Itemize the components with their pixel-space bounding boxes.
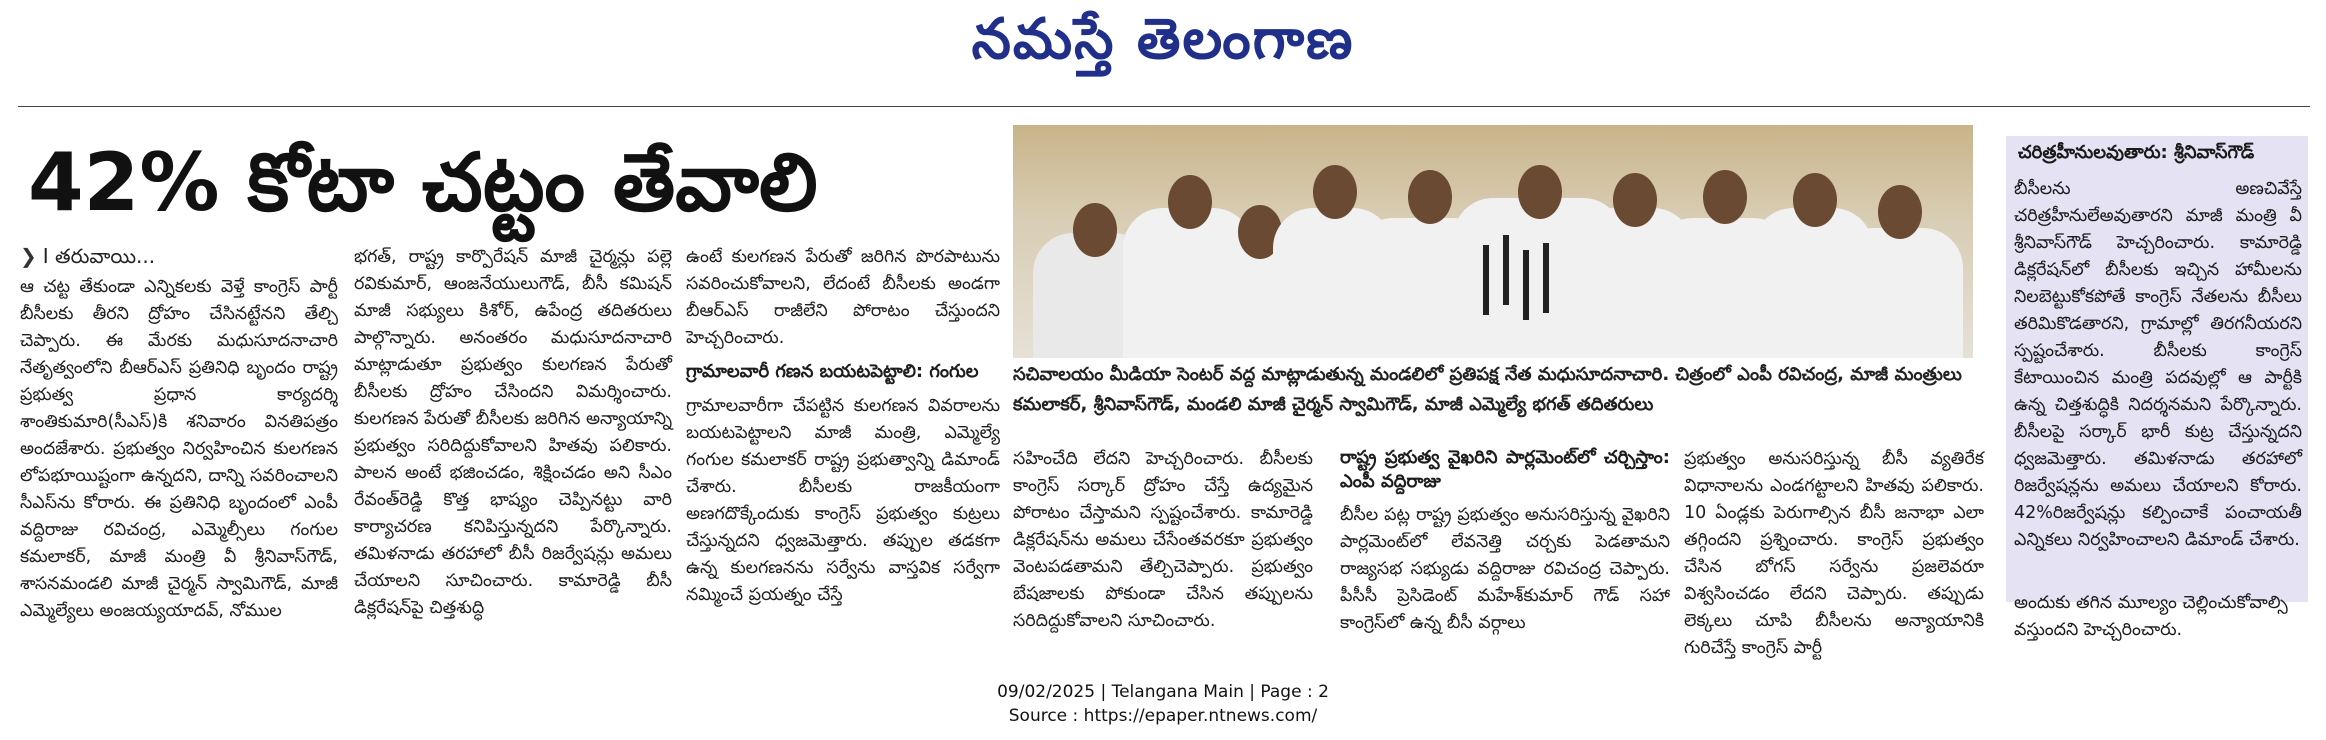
article-column-1: ఆ చట్ట తేకుండా ఎన్నికలకు వెళ్తే కాంగ్రెస్ పార్టీ బీసీలకు తీరని ద్రోహం చేసినట్టేనని తేల్చి చెప్పారు. ఈ మేరకు మధుసూదనాచారి నేతృత్వంలోని బీఆర్ఎస్ ప్రతినిధి బృందం రాష్ట్ర ప్రభుత్వ ప్రధాన కార్యదర్శి శాంతికుమారి(సీఎస్)కి శనివారం వినతిపత్రం అందజేశారు. ప్రభుత్వం నిర్వహించిన కులగణన లోపభూయిష్టంగా ఉన్నదని, దాన్ని సవరించాలని సీఎస్‌ను కోరారు. ఈ ప్రతినిధి బృందంలో ఎంపీ వద్దిరాజు రవిచంద్ర, ఎమ్మెల్సీలు గంగుల కమలాకర్, మాజీ మంత్రి వీ శ్రీనివాస్‌గౌడ్, శాసనమండలి మాజీ చైర్మన్ స్వామిగౌడ్, మాజీ ఎమ్మెల్యేలు అంజయ్యయాదవ్, నోముల [20,277,338,621]
article-column-3 [686,244,1000,609]
footer-source: Source : https://epaper.ntnews.com/ [1008,706,1318,726]
subhead-gangula: గ్రామాలవారీ గణన బయటపెట్టాలి: గంగుల [686,361,979,382]
article-continuation: అందుకు తగిన మూల్యం చెల్లించుకోవాల్సి వస్తుందని హెచ్చరించారు. [2014,593,2288,640]
article-column-4: సహించేది లేదని హెచ్చరించారు. బీసీలకు కాంగ్రెస్ సర్కార్ ద్రోహం చేస్తే ఉద్యమైన పోరాటం చేస్తామని స్పష్టంచేశారు. కామారెడ్డి డిక్లరేషన్‌ను అమలు చేసేంతవరకూ ప్రభుత్వం వెంటపడతామని తేల్చిచెప్పారు. ప్రభుత్వం బేషజాలకు పోకుండా చేసిన తప్పులను సరిదిద్దుకోవాలని సూచించారు. [1013,449,1313,631]
footer-date-page: 09/02/2025 | Telangana Main | Page : 2 [997,682,1329,702]
article-column-5 [1340,446,1670,637]
article-column-2: భగత్, రాష్ట్ర కార్పొరేషన్ మాజీ చైర్మన్లు పల్లె రవికుమార్, ఆంజనేయులుగౌడ్, బీసీ కమిషన్ మాజీ సభ్యులు కిశోర్, ఉపేంద్ర తదితరులు పాల్గొన్నారు. అనంతరం మధుసూదనాచారి మాట్లాడుతూ ప్రభుత్వం కులగణన పేరుతో బీసీలకు ద్రోహం చేసిందని విమర్శించారు. కులగణన పేరుతో బీసీలకు జరిగిన అన్యాయాన్ని ప్రభుత్వం సరిదిద్దుకోవాలని హితవు పలికారు. పాలన అంటే భజించడం, శిక్షించడం అని సీఎం రేవంత్‌రెడ్డి కొత్త భాష్యం చెప్పినట్టు వారి కార్యాచరణ కనిపిస్తున్నదని పేర్కొన్నారు. తమిళనాడు తరహాలో బీసీ రిజర్వేషన్లు అమలు చేయాలని సూచించారు. కామారెడ్డి బీసీ డిక్లరేషన్‌పై చిత్తశుద్ధి [354,247,672,618]
masthead-rule [18,106,2310,107]
kicker-text: I తరువాయి... [42,244,156,268]
masthead [0,0,2326,80]
chevron-right-icon: ❯ [20,244,37,268]
article-column-3-text-a: ఉంటే కులగణన పేరుతో జరిగిన పొరపాటును సవరించుకోవాలని, లేదంటే బీసీలకు అండగా బీఆర్ఎస్ రాజీలేని పోరాటం చేస్తుందని హెచ్చరించారు. [686,247,1000,348]
headline: 42% కోటా చట్టం తేవాలి [28,136,818,229]
photo-caption: సచివాలయం మీడియా సెంటర్ వద్ద మాట్లాడుతున్న మండలిలో ప్రతిపక్ష నేత మధుసూదనాచారి. చిత్రంలో ఎంపీ రవిచంద్ర, మాజీ మంత్రులు కమలాకర్, శ్రీనివాస్‌గౌడ్, మండలి మాజీ చైర్మన్ స్వామిగౌడ్, మాజీ ఎమ్మెల్యే భగత్ తదితరులు [1013,364,1962,415]
article-column-3-text-b: గ్రామాలవారీగా చేపట్టిన కులగణన వివరాలను బయటపెట్టాలని మాజీ మంత్రి, ఎమ్మెల్యే గంగుల కమలాకర్ రాష్ట్ర ప్రభుత్వాన్ని డిమాండ్ చేశారు. బీసీలకు రాజకీయంగా అణగదొక్కేందుకు కాంగ్రెస్ ప్రభుత్వం కుట్రలు చేస్తున్నదని ధ్వజమెత్తారు. తప్పుల తడకగా ఉన్న కులగణనను సర్వేను వాస్తవిక సర్వేగా నమ్మించే ప్రయత్నం చేస్తే [686,396,1000,605]
press-meet-photo [1013,125,1973,358]
sidebar-body: బీసీలను అణచివేస్తే చరిత్రహీనులేఅవుతారని మాజీ మంత్రి వీ శ్రీనివాస్‌గౌడ్ హెచ్చరించారు. కామారెడ్డి డిక్లరేషన్‌లో బీసీలకు ఇచ్చిన హామీలను నిలబెట్టుకోకపోతే కాంగ్రెస్ నేతలను బీసీలు తరిమికొడతారని, గ్రామాల్లో తిరగనీయరని స్పష్టంచేశారు. బీసీలకు కాంగ్రెస్ కేటాయించిన మంత్రి పదవుల్లో ఆ పార్టీకి ఉన్న చిత్తశుద్ధికి నిదర్శనమని పేర్కొన్నారు. బీసీలపై సర్కార్ భారీ కుట్ర చేస్తున్నదని ధ్వజమెత్తారు. తమిళనాడు తరహాలో రిజర్వేషన్లను అమలు చేయాలని కోరారు. 42%రిజర్వేషన్లు కల్పించాకే పంచాయతీ ఎన్నికలు నిర్వహించాలని డిమాండ్ చేశారు. [2014,179,2302,550]
article-column-5-text: బీసీల పట్ల రాష్ట్ర ప్రభుత్వం అనుసరిస్తున్న వైఖరిని పార్లమెంట్‌లో లేవనెత్తి చర్చకు పెడతామని రాజ్యసభ సభ్యుడు వద్దిరాజు రవిచంద్ర చెప్పారు. పీసీసీ ప్రెసిడెంట్ మహేశ్‌కుమార్ గౌడ్ సహా కాంగ్రెస్‌లో ఉన్న బీసీ వర్గాలు [1340,505,1670,633]
subhead-vaddiraju: రాష్ట్ర ప్రభుత్వ వైఖరిని పార్లమెంట్‌లో చర్చిస్తాం: ఎంపీ వద్దిరాజు [1340,447,1670,492]
article-column-6: ప్రభుత్వం అనుసరిస్తున్న బీసీ వ్యతిరేక విధానాలను ఎండగట్టాలని హితవు పలికారు. 10 ఏండ్లకు పెరుగాల్సిన బీసీ జనాభా ఎలా తగ్గిందని ప్రశ్నించారు. కాంగ్రెస్ ప్రభుత్వం చేసిన బోగస్ సర్వేను ప్రజలెవరూ విశ్వసించడం లేదని చెప్పారు. తప్పుడు లెక్కలు చూపి బీసీలను అన్యాయానికి గురిచేస్తే కాంగ్రెస్ పార్టీ [1684,449,1984,658]
sidebar-title: చరిత్రహీనులవుతారు: శ్రీనివాస్‌గౌడ్ [2018,142,2255,163]
kicker [20,244,155,273]
footer [0,680,2326,728]
masthead-title: నమస్తే తెలంగాణ [971,6,1355,72]
